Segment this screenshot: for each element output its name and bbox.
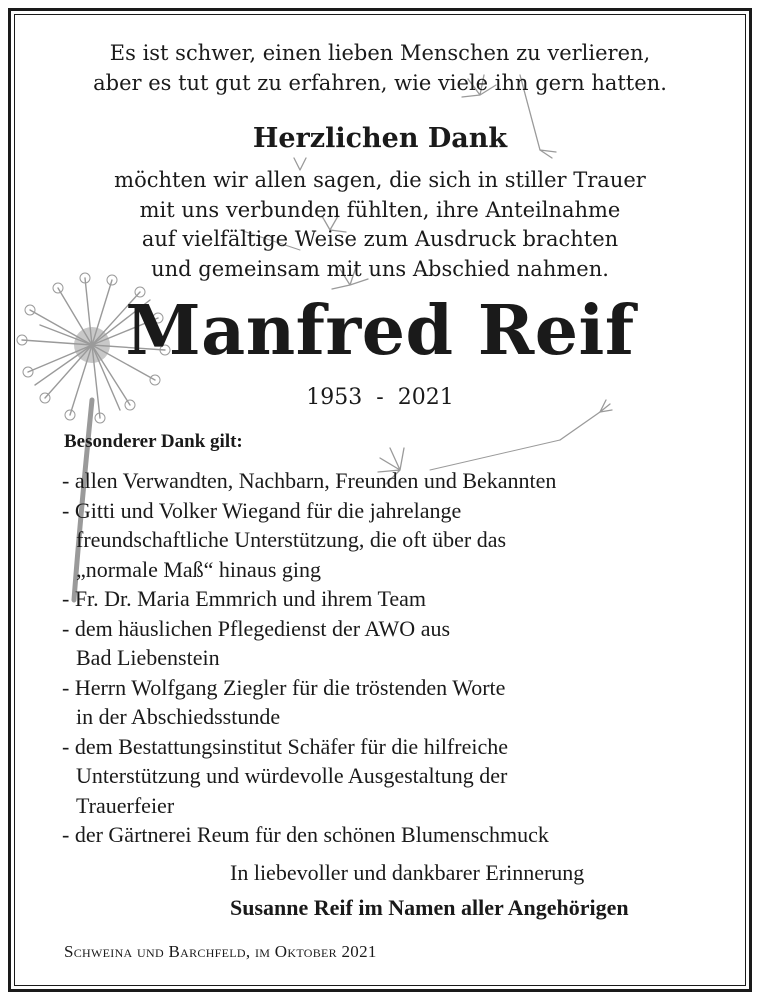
thanks-heading: Herzlichen Dank xyxy=(252,123,508,154)
list-item xyxy=(62,614,702,673)
list-item-line: - allen Verwandten, Nachbarn, Freunden und Bekannten xyxy=(62,468,557,493)
birth-year: 1953 xyxy=(306,385,363,410)
list-item-line: - Gitti und Volker Wiegand für die jahrelange xyxy=(62,497,462,523)
list-item-line: - dem Bestattungsinstitut Schäfer für die hilfreiche xyxy=(62,733,508,759)
opening-quote xyxy=(0,38,760,98)
deceased-name: Manfred Reif xyxy=(125,291,635,371)
list-item-line: freundschaftliche Unterstützung, die oft über das xyxy=(76,527,507,552)
thanks-line: möchten wir allen sagen, die sich in stiller Trauer xyxy=(114,168,646,192)
list-item xyxy=(62,732,702,821)
list-item xyxy=(62,673,702,732)
list-item-line: Bad Liebenstein xyxy=(76,645,220,670)
special-thanks-list xyxy=(62,466,702,850)
thanks-line: und gemeinsam mit uns Abschied nahmen. xyxy=(151,256,609,281)
list-item-line: „normale Maß“ hinaus ging xyxy=(76,556,321,582)
place-date: Schweina und Barchfeld, im Oktober 2021 xyxy=(64,942,377,961)
closing-line: In liebevoller und dankbarer Erinnerung xyxy=(230,860,585,885)
list-item-line: Trauerfeier xyxy=(76,792,175,818)
list-item-line: - dem häuslichen Pflegedienst der AWO aus xyxy=(62,615,451,641)
list-item-line: - Herrn Wolfgang Ziegler für die tröstenden Worte xyxy=(62,674,506,700)
list-item xyxy=(62,466,702,496)
list-item-line: - der Gärtnerei Reum für den schönen Blumenschmuck xyxy=(62,822,549,847)
list-item xyxy=(62,496,702,585)
life-years xyxy=(0,383,760,413)
special-thanks-title: Besonderer Dank gilt: xyxy=(64,431,243,452)
list-item-line: - Fr. Dr. Maria Emmrich und ihrem Team xyxy=(62,586,427,611)
thanks-line: mit uns verbunden fühlten, ihre Anteilnahme xyxy=(139,197,621,222)
thanks-line: auf vielfältige Weise zum Ausdruck brachten xyxy=(141,227,619,251)
death-year: 2021 xyxy=(397,385,454,410)
list-item xyxy=(62,820,702,850)
quote-line: aber es tut gut zu erfahren, wie viele ihn gern hatten. xyxy=(93,71,667,95)
thanks-text xyxy=(0,166,760,284)
signature: Susanne Reif im Namen aller Angehörigen xyxy=(230,895,629,920)
quote-line: Es ist schwer, einen lieben Menschen zu verlieren, xyxy=(109,41,651,65)
list-item-line: Unterstützung und würdevolle Ausgestaltung der xyxy=(76,763,508,788)
list-item-line: in der Abschiedsstunde xyxy=(76,704,281,729)
list-item xyxy=(62,584,702,614)
year-separator: - xyxy=(376,385,384,410)
